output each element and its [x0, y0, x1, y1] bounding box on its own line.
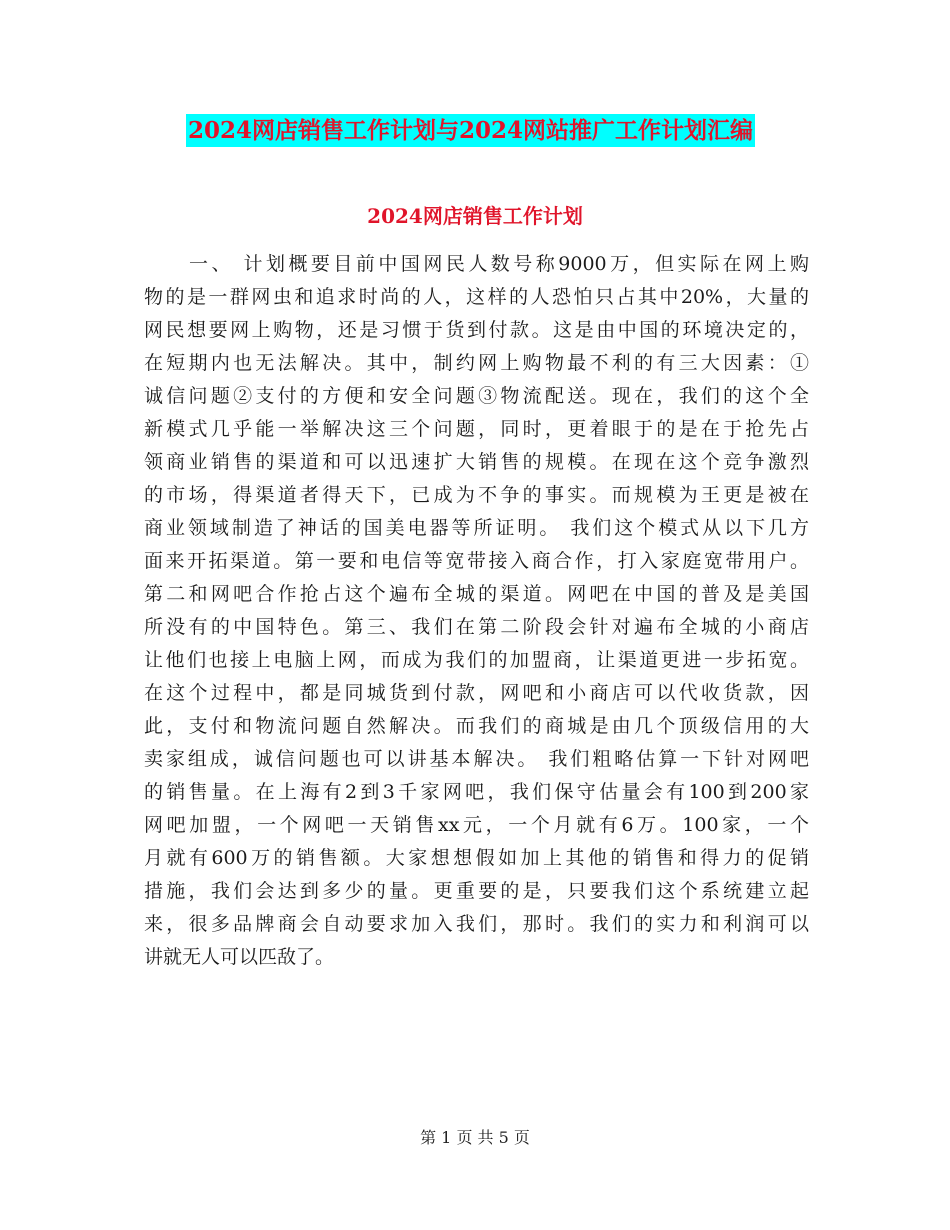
- paragraph-line: 卖家组成，诚信问题也可以讲基本解决。 我们粗略估算一下针对网吧: [144, 748, 809, 770]
- paragraph-line: 网民想要网上购物，还是习惯于货到付款。这是由中国的环境决定的，: [144, 319, 809, 341]
- paragraph-line: 诚信问题②支付的方便和安全问题③物流配送。现在，我们的这个全: [144, 385, 809, 407]
- paragraph-line: 领商业销售的渠道和可以迅速扩大销售的规模。在现在这个竞争激烈: [144, 451, 809, 473]
- paragraph-line: 的市场，得渠道者得天下，已成为不争的事实。而规模为王更是被在: [144, 484, 809, 506]
- paragraph-line: 商业领域制造了神话的国美电器等所证明。 我们这个模式从以下几方: [144, 517, 809, 539]
- document-title: 2024网店销售工作计划与2024网站推广工作计划汇编: [186, 114, 755, 147]
- body-paragraph: [144, 248, 809, 974]
- paragraph-line: 面来开拓渠道。第一要和电信等宽带接入商合作，打入家庭宽带用户。: [144, 550, 809, 572]
- section-title: 2024网店销售工作计划: [367, 204, 583, 228]
- paragraph-line: 此，支付和物流问题自然解决。而我们的商城是由几个顶级信用的大: [144, 715, 809, 737]
- page-footer: 第 1 页 共 5 页: [420, 1128, 530, 1147]
- paragraph-line: 新模式几乎能一举解决这三个问题，同时，更着眼于的是在于抢先占: [144, 418, 809, 440]
- paragraph-line: 在短期内也无法解决。其中，制约网上购物最不利的有三大因素：①: [144, 352, 809, 374]
- paragraph-line: 网吧加盟，一个网吧一天销售xx元，一个月就有6万。100家，一个: [144, 814, 809, 836]
- paragraph-line: 在这个过程中，都是同城货到付款，网吧和小商店可以代收货款，因: [144, 682, 809, 704]
- paragraph-line: 讲就无人可以匹敌了。: [144, 946, 335, 968]
- paragraph-line: 一、 计划概要目前中国网民人数号称9000万，但实际在网上购: [144, 253, 809, 275]
- paragraph-line: 所没有的中国特色。第三、我们在第二阶段会针对遍布全城的小商店: [144, 616, 809, 638]
- paragraph-line: 措施，我们会达到多少的量。更重要的是，只要我们这个系统建立起: [144, 880, 809, 902]
- paragraph-line: 月就有600万的销售额。大家想想假如加上其他的销售和得力的促销: [144, 847, 809, 869]
- paragraph-line: 让他们也接上电脑上网，而成为我们的加盟商，让渠道更进一步拓宽。: [144, 649, 809, 671]
- paragraph-line: 的销售量。在上海有2到3千家网吧，我们保守估量会有100到200家: [144, 781, 809, 803]
- paragraph-line: 来，很多品牌商会自动要求加入我们，那时。我们的实力和利润可以: [144, 913, 809, 935]
- paragraph-line: 物的是一群网虫和追求时尚的人，这样的人恐怕只占其中20%，大量的: [144, 286, 809, 308]
- paragraph-line: 第二和网吧合作抢占这个遍布全城的渠道。网吧在中国的普及是美国: [144, 583, 809, 605]
